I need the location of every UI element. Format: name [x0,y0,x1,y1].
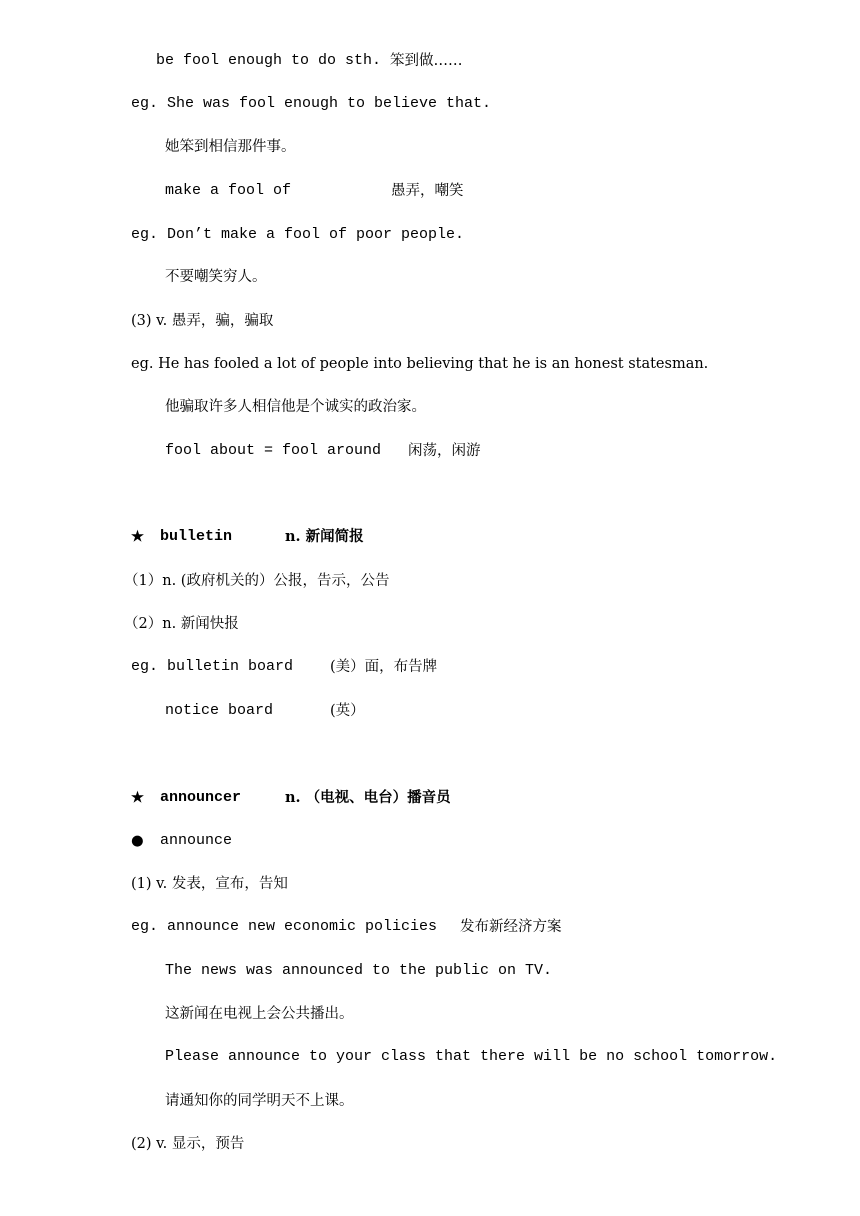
example-line: Please announce to your class that there will be no school tomorrow. [165,1048,778,1065]
subentry-word: announce [160,832,233,849]
sense-line: (1) v. 发表，宣布，告知 [131,876,288,892]
sense-line: (2) v. 显示，预告 [131,1136,245,1152]
translation-line: 这新闻在电视上会公共播出。 [165,1006,354,1022]
headword: bulletin [160,528,233,545]
example-line: eg. He has fooled a lot of people into believing that he is an honest statesman. [131,356,709,372]
phrase-meaning: 笨到做…… [390,53,463,69]
star-icon: ★ [131,528,144,545]
translation-line: 她笨到相信那件事。 [165,139,296,155]
phrase-text: fool about = fool around [165,442,382,459]
sense-line: （2）n. 新闻快报 [124,616,239,632]
example-text: eg. announce new economic policies [131,918,438,935]
phrase-meaning: 闲荡，闲游 [408,443,481,459]
headword-definition: n. 新闻简报 [285,528,364,545]
phrase-text: make a fool of [165,182,292,199]
translation-line: 请通知你的同学明天不上课。 [165,1093,354,1109]
translation-line: 他骗取许多人相信他是个诚实的政治家。 [165,399,426,415]
example-line: eg. She was fool enough to believe that. [131,95,492,112]
bullet-icon: ● [131,833,144,849]
example-meaning: (美）面，布告牌 [330,659,438,675]
headword: announcer [160,789,242,806]
example-line [165,702,665,756]
sense-line: （1）n. (政府机关的）公报，告示，公告 [124,573,390,589]
example-line: eg. Don’t make a fool of poor people. [131,226,465,243]
sense-line: (3) v. 愚弄，骗，骗取 [131,313,274,329]
phrase-line [165,442,665,496]
example-line: The news was announced to the public on TV. [165,962,553,979]
example-text: notice board [165,702,274,719]
translation-line: 不要嘲笑穷人。 [165,269,267,285]
star-icon: ★ [131,789,144,806]
phrase-text: be fool enough to do sth. [156,52,382,69]
headword-definition: n. （电视、电台）播音员 [285,789,451,806]
example-meaning: (英） [330,703,365,719]
phrase-meaning: 愚弄，嘲笑 [391,183,464,199]
example-meaning: 发布新经济方案 [460,919,562,935]
example-text: eg. bulletin board [131,658,294,675]
